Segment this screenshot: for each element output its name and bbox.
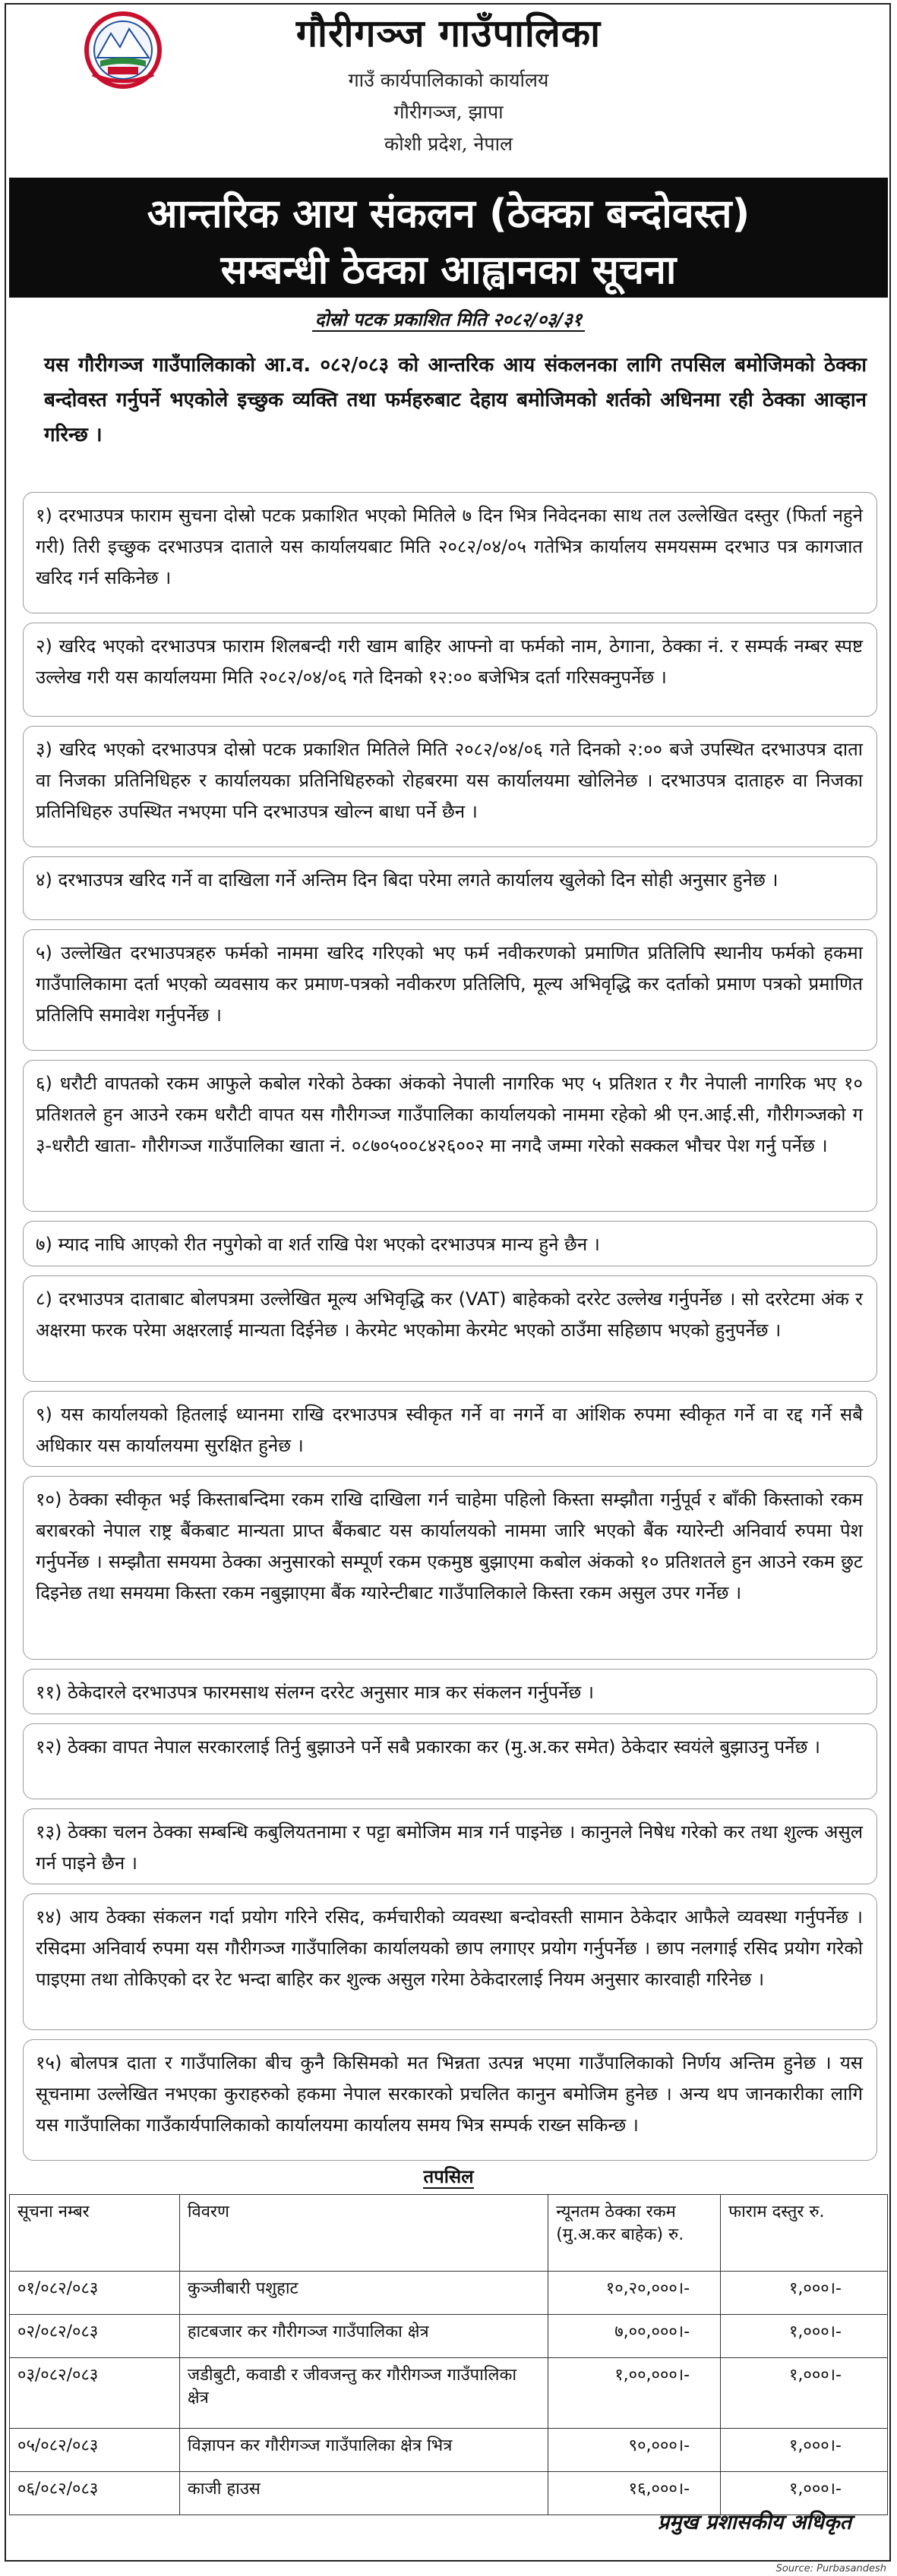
column-header: न्यूनतम ठेक्का रकम (मु.अ.कर बाहेक) रु. [548, 2195, 721, 2272]
notice-number-cell: ०२/०८२/०८३ [10, 2315, 180, 2358]
condition-item: ३) खरिद भएको दरभाउपत्र दोस्रो पटक प्रकाशित मितिले मिति २०८२/०४/०६ गते दिनको २:०० बजे उपस्थित दरभाउपत्र दाता वा निजका प्रतिनिधिहरु र कार्यालयका प्रतिनिधिहरुको रोहबरमा यस कार्यालयमा खोलिनेछ । दरभाउपत्र दाताहरु वा निजका प्रतिनिधिहरु उपस्थित नभएमा पनि दरभाउपत्र खोल्न बाधा पर्ने छैन । [23, 726, 877, 847]
condition-item: ७) म्याद नाघि आएको रीत नपुगेको वा शर्त राखि पेश भएको दरभाउपत्र मान्य हुने छैन । [23, 1221, 877, 1266]
publication-date [0, 307, 897, 332]
table-row [10, 2272, 888, 2315]
condition-item: १) दरभाउपत्र फाराम सुचना दोस्रो पटक प्रकाशित भएको मितिले ७ दिन भित्र निवेदनका साथ तल उल्लेखित दस्तुर (फिर्ता नहुने गरी) तिरी इच्छुक दरभाउपत्र दाताले यस कार्यालयबाट मिति २०८२/०४/०५ गतेभित्र कार्यालय समयसम्म दरभाउ पत्र कागजात खरिद गर्न सकिनेछ । [23, 492, 877, 613]
description-cell: हाटबजार कर गौरीगञ्ज गाउँपालिका क्षेत्र [179, 2315, 548, 2358]
condition-item: ५) उल्लेखित दरभाउपत्रहरु फर्मको नाममा खरिद गरिएको भए फर्म नवीकरणको प्रमाणित प्रतिलिपि स्थानीय फर्मको हकमा गाउँपालिकामा दर्ता भएको व्यवसाय कर प्रमाण-पत्रको नवीकरण प्रतिलिपि, मूल्य अभिवृद्धि कर दर्ताको प्रमाण पत्रको प्रमाणित प्रतिलिपि समावेश गर्नुपर्नेछ । [23, 929, 877, 1051]
description-cell: विज्ञापन कर गौरीगञ्ज गाउँपालिका क्षेत्र भित्र [179, 2429, 548, 2472]
condition-item: १२) ठेक्का वापत नेपाल सरकारलाई तिर्नु बुझाउने पर्ने सबै प्रकारका कर (मु.अ.कर समेत) ठेकेदार स्वयंले बुझाउनु पर्नेछ । [23, 1723, 877, 1799]
form-fee-cell: १,०००।- [721, 2272, 888, 2315]
minimum-amount-cell: ९०,०००।- [548, 2429, 721, 2472]
condition-item: १०) ठेक्का स्वीकृत भई किस्ताबन्दिमा रकम राखि दाखिला गर्न चाहेमा पहिलो किस्ता सम्झौता गर्नुपूर्व र बाँकी किस्ताको रकम बराबरको नेपाल राष्ट्र बैंकबाट मान्यता प्राप्त बैंकबाट यस कार्यालयको नाममा जारि भएको बैंक ग्यारेन्टी अनिवार्य रुपमा पेश गर्नुपर्नेछ । सम्झौता समयमा ठेक्का अनुसारको सम्पूर्ण रकम एकमुष्ठ बुझाएमा कबोल अंकको १० प्रतिशतले हुन आउने रकम छुट दिइनेछ तथा समयमा किस्ता रकम नबुझाएमा बैंक ग्यारेन्टीबाट गाउँपालिकाले किस्ता रकम असुल उपर गर्नेछ । [23, 1476, 877, 1660]
minimum-amount-cell: १,००,०००।- [548, 2358, 721, 2429]
condition-item: १३) ठेक्का चलन ठेक्का सम्बन्धि कबुलियतनामा र पट्टा बमोजिम मात्र गर्न पाइनेछ । कानुनले निषेध गरेको कर तथा शुल्क असुल गर्न पाइने छैन । [23, 1808, 877, 1884]
minimum-amount-cell: १०,२०,०००।- [548, 2272, 721, 2315]
condition-item: १५) बोलपत्र दाता र गाउँपालिका बीच कुनै किसिमको मत भिन्नता उत्पन्न भएमा गाउँपालिकाको निर्णय अन्तिम हुनेछ । यस सूचनामा उल्लेखित नभएका कुराहरुको हकमा नेपाल सरकारको प्रचलित कानुन बमोजिम हुनेछ । अन्य थप जानकारीका लागि यस गाउँपालिका गाउँकार्यपालिकाको कार्यालयमा कार्यालय समय भित्र सम्पर्क राख्न सकिन्छ । [23, 2039, 877, 2161]
table-row [10, 2358, 888, 2429]
minimum-amount-cell: ७,००,०००।- [548, 2315, 721, 2358]
schedule-heading [0, 2164, 897, 2189]
office-subtitle: गाउँ कार्यपालिकाको कार्यालय [348, 69, 549, 91]
notice-title-line1: आन्तरिक आय संकलन (ठेक्का बन्दोवस्त) [147, 191, 750, 237]
letterhead [9, 0, 888, 176]
office-name: गौरीगञ्ज गाउँपालिका [295, 11, 602, 55]
schedule-heading-text: तपसिल [423, 2166, 474, 2187]
intro-paragraph: यस गौरीगञ्ज गाउँपालिकाको आ.व. ०८२/०८३ को आन्तरिक आय संकलनका लागि तपसिल बमोजिमको ठेक्का बन्दोवस्त गर्नुपर्ने भएकोले इच्छुक व्यक्ति तथा फर्महरुबाट देहाय बमोजिमको शर्तको अधिनमा रही ठेक्का आव्हान गरिन्छ । [44, 354, 867, 446]
office-province: कोशी प्रदेश, नेपाल [384, 133, 513, 155]
notice-title-line2: सम्बन्धी ठेक्का आह्वानका सूचना [220, 248, 677, 293]
condition-item: ४) दरभाउपत्र खरिद गर्ने वा दाखिला गर्ने अन्तिम दिन बिदा परेमा लगते कार्यालय खुलेको दिन सोही अनुसार हुनेछ । [23, 856, 877, 920]
table-row [10, 2315, 888, 2358]
column-header: सूचना नम्बर [10, 2195, 180, 2272]
notice-number-cell: ०१/०८२/०८३ [10, 2272, 180, 2315]
description-cell: जडीबुटी, कवाडी र जीवजन्तु कर गौरीगञ्ज गाउँपालिका क्षेत्र [179, 2358, 548, 2429]
contract-schedule-table [9, 2194, 888, 2515]
condition-item: ११) ठेकेदारले दरभाउपत्र फारमसाथ संलग्न दररेट अनुसार मात्र कर संकलन गर्नुपर्नेछ । [23, 1669, 877, 1714]
table-row [10, 2429, 888, 2472]
column-header: विवरण [179, 2195, 548, 2272]
signatory-title: प्रमुख प्रशासकीय अधिकृत [657, 2511, 851, 2534]
notice-title-banner [9, 178, 888, 298]
form-fee-cell: १,०००।- [721, 2429, 888, 2472]
source-credit: Source: Purbasandesh [775, 2563, 886, 2574]
notice-number-cell: ०६/०८२/०८३ [10, 2472, 180, 2515]
minimum-amount-cell: १६,०००।- [548, 2472, 721, 2515]
form-fee-cell: १,०००।- [721, 2358, 888, 2429]
condition-item: ८) दरभाउपत्र दाताबाट बोलपत्रमा उल्लेखित मूल्य अभिवृद्धि कर (VAT) बाहेकको दररेट उल्लेख गर्नुपर्नेछ । सो दररेटमा अंक र अक्षरमा फरक परेमा अक्षरलाई मान्यता दिईनेछ । केरमेट भएकोमा केरमेट भएको ठाउँमा सहिछाप भएको हुनुपर्नेछ । [23, 1275, 877, 1382]
condition-item: १४) आय ठेक्का संकलन गर्दा प्रयोग गरिने रसिद, कर्मचारीको व्यवस्था बन्दोवस्ती सामान ठेकेदार आफैले व्यवस्था गर्नुपर्नेछ । रसिदमा अनिवार्य रुपमा यस गौरीगञ्ज गाउँपालिका कार्यालयको छाप लगाएर प्रयोग गर्नुपर्नेछ । छाप नलगाई रसिद प्रयोग गरेको पाइएमा तथा तोकिएको दर रेट भन्दा बाहिर कर शुल्क असुल गरेमा ठेकेदारलाई नियम अनुसार कारवाही गरिनेछ । [23, 1893, 877, 2030]
office-address: गौरीगञ्ज, झापा [393, 101, 504, 123]
table-header-row [10, 2195, 888, 2272]
form-fee-cell: १,०००।- [721, 2315, 888, 2358]
description-cell: काजी हाउस [179, 2472, 548, 2515]
description-cell: कुञ्जीबारी पशुहाट [179, 2272, 548, 2315]
notice-number-cell: ०५/०८२/०८३ [10, 2429, 180, 2472]
condition-item: २) खरिद भएको दरभाउपत्र फाराम शिलबन्दी गरी खाम बाहिर आफ्नो वा फर्मको नाम, ठेगाना, ठेक्का नं. र सम्पर्क नम्बर स्पष्ट उल्लेख गरी यस कार्यालयमा मिति २०८२/०४/०६ गते दिनको १२:०० बजेभित्र दर्ता गरिसक्नुपर्नेछ । [23, 623, 877, 717]
form-fee-cell: १,०००।- [721, 2472, 888, 2515]
condition-item: ६) धरौटी वापतको रकम आफुले कबोल गरेको ठेक्का अंकको नेपाली नागरिक भए ५ प्रतिशत र गैर नेपाली नागरिक भए १० प्रतिशतले हुन आउने रकम धरौटी वापत यस गौरीगञ्ज गाउँपालिका कार्यालयको नाममा रहेको श्री एन.आई.सी, गौरीगञ्जको ग ३-धरौटी खाता- गौरीगञ्ज गाउँपालिका खाता नं. ०८७०५००८४२६००२ मा नगदै जम्मा गरेको सक्कल भौचर पेश गर्नु पर्नेछ । [23, 1060, 877, 1212]
condition-item: ९) यस कार्यालयको हितलाई ध्यानमा राखि दरभाउपत्र स्वीकृत गर्ने वा नगर्ने वा आंशिक रुपमा स्वीकृत गर्ने वा रद्द गर्ने सबै अधिकार यस कार्यालयमा सुरक्षित हुनेछ । [23, 1391, 877, 1467]
publication-date-text: दोस्रो पटक प्रकाशित मिति २०८२/०३/३१ [312, 309, 586, 332]
column-header: फाराम दस्तुर रु. [721, 2195, 888, 2272]
notice-number-cell: ०३/०८२/०८३ [10, 2358, 180, 2429]
